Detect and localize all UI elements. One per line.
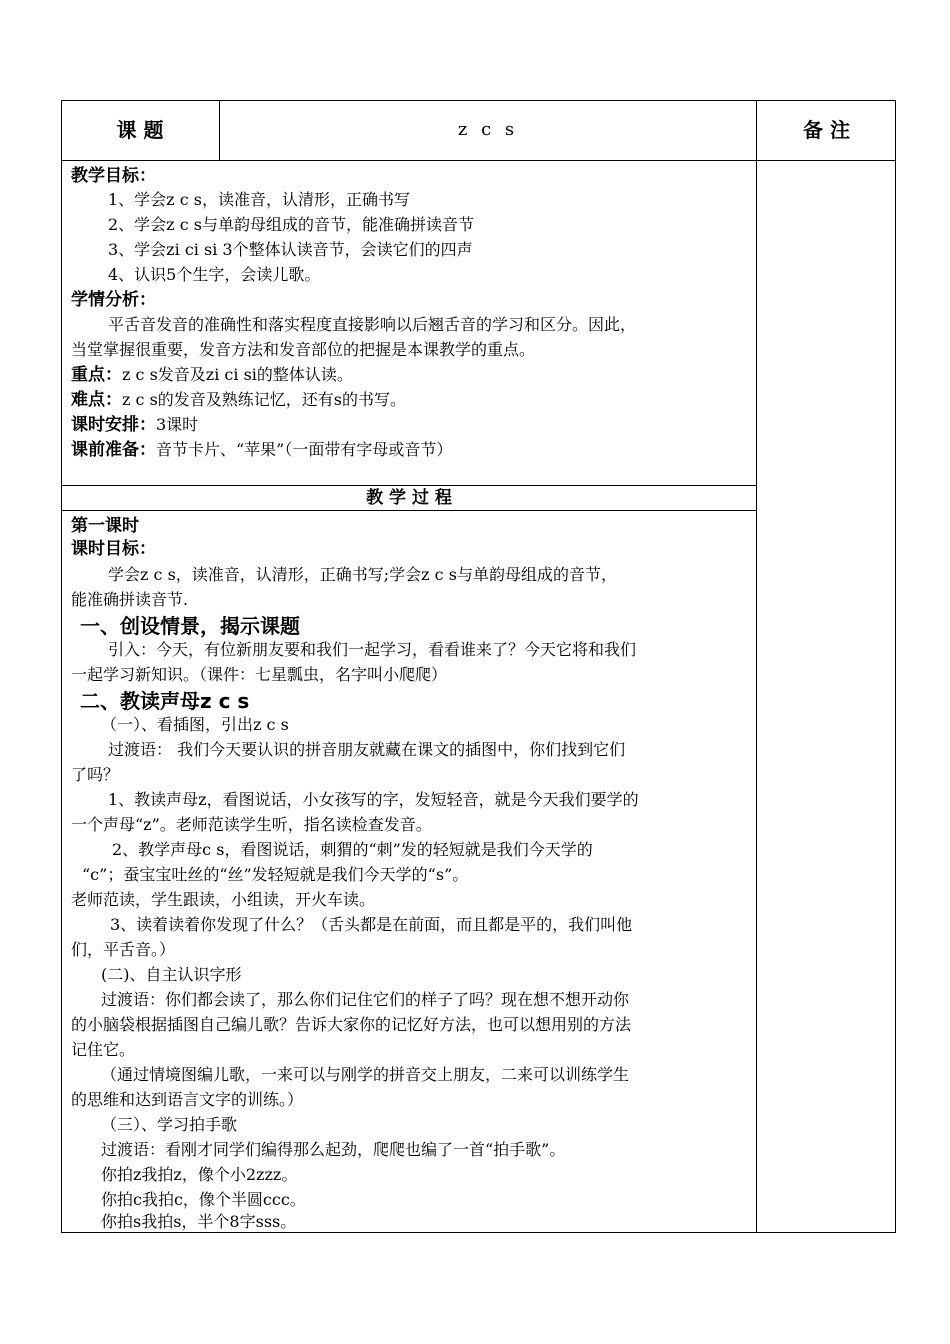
- subsection-1-title: （一）、看插图，引出z c s: [101, 715, 289, 734]
- lesson-goal-line: 能准确拼读音节.: [71, 590, 189, 609]
- paragraph-line: 老师范读，学生跟读，小组读，开火车读。: [71, 890, 376, 909]
- paragraph-line: 了吗？: [71, 765, 120, 784]
- paragraph-line: （通过情境图编儿歌，一来可以与刚学的拼音交上朋友，二来可以训练学生: [101, 1065, 630, 1084]
- difficulty-text: z c s的发音及熟练记忆，还有s的书写。: [122, 390, 406, 409]
- prep-text: 音节卡片、“苹果”（一面带有字母或音节）: [156, 440, 453, 459]
- paragraph-line: 的小脑袋根据插图自己编儿歌？告诉大家你的记忆好方法，也可以想用别的方法: [71, 1015, 632, 1034]
- schedule-label: 课时安排：: [71, 415, 156, 435]
- subsection-3-title: （三）、学习拍手歌: [101, 1115, 238, 1134]
- schedule-text: 3课时: [156, 415, 199, 434]
- paragraph-line: “c”；蚕宝宝吐丝的“丝”发轻短就是我们今天学的“s”。: [82, 865, 469, 884]
- key-point: [71, 363, 353, 387]
- prep-label: 课前准备：: [71, 440, 156, 460]
- subsection-2-title: (二)、自主认识字形: [101, 965, 242, 984]
- chant-line: 你拍z我拍z，像个小2zzz。: [101, 1165, 298, 1184]
- chant-line: 你拍c我拍c，像个半圆ccc。: [101, 1190, 306, 1209]
- analysis-line: 当堂掌握很重要，发音方法和发音部位的把握是本课教学的重点。: [71, 340, 536, 359]
- paragraph-line: 一个声母“z”。老师范读学生听，指名读检查发音。: [71, 815, 432, 834]
- goal-item: 3、学会zi ci si 3个整体认读音节，会读它们的四声: [108, 240, 473, 259]
- paragraph-line: 过渡语：你们都会读了，那么你们记住它们的样子了吗？现在想不想开动你: [101, 990, 630, 1009]
- lesson-goal-heading: 课时目标：: [71, 539, 156, 559]
- process-divider-bottom: [61, 510, 757, 511]
- goal-item: 4、认识5个生字，会读儿歌。: [108, 265, 321, 284]
- remarks-column-divider: [756, 100, 757, 1233]
- paragraph-line: 的思维和达到语言文字的训练。）: [71, 1090, 304, 1109]
- paragraph-line: 3、读着读着你发现了什么？（舌头都是在前面，而且都是平的，我们叫他: [110, 915, 633, 934]
- key-point-label: 重点：: [71, 365, 122, 385]
- goals-heading: 教学目标：: [71, 166, 156, 186]
- paragraph-line: 们，平舌音。）: [71, 940, 176, 959]
- goal-item: 2、学会z c s与单韵母组成的音节，能准确拼读音节: [108, 215, 474, 234]
- paragraph-line: 1、教读声母z，看图说话，小女孩写的字，发短轻音，就是今天我们要学的: [108, 790, 639, 809]
- section-2-title: 二、教读声母z c s: [80, 689, 250, 713]
- difficulty-point: [71, 388, 406, 412]
- section-1-title: 一、创设情景，揭示课题: [80, 614, 300, 638]
- difficulty-label: 难点：: [71, 390, 122, 410]
- analysis-heading: 学情分析：: [71, 290, 156, 310]
- analysis-line: 平舌音发音的准确性和落实程度直接影响以后翘舌音的学习和区分。因此，: [108, 315, 637, 334]
- process-title: 教 学 过 程: [366, 488, 452, 508]
- paragraph-line: 2、教学声母c s，看图说话，刺猬的“刺”发的轻短就是我们今天学的: [112, 840, 593, 859]
- chant-line: 你拍s我拍s，半个8字sss。: [101, 1212, 297, 1231]
- preparation: [71, 438, 452, 462]
- key-point-text: z c s发音及zi ci si的整体认读。: [122, 365, 353, 384]
- remarks-label: 备 注: [803, 118, 850, 142]
- lesson-title: 第一课时: [71, 516, 139, 536]
- paragraph-line: 过渡语：看刚才同学们编得那么起劲，爬爬也编了一首“拍手歌”。: [101, 1140, 566, 1159]
- schedule: [71, 413, 198, 437]
- lesson-goal-line: 学会z c s，读准音，认清形，正确书写;学会z c s与单韵母组成的音节，: [108, 565, 617, 584]
- header-divider: [61, 160, 896, 161]
- paragraph-line: 过渡语： 我们今天要认识的拼音朋友就藏在课文的插图中，你们找到它们: [108, 740, 626, 759]
- paragraph-line: 记住它。: [71, 1040, 136, 1059]
- topic-label: 课 题: [116, 118, 164, 142]
- topic-value: z c s: [457, 119, 519, 140]
- goal-item: 1、学会z c s，读准音，认清形，正确书写: [108, 190, 410, 209]
- section-1-line: 引入：今天，有位新朋友要和我们一起学习，看看谁来了？今天它将和我们: [108, 640, 637, 659]
- section-1-line: 一起学习新知识。（课件：七星瓢虫，名字叫小爬爬）: [71, 665, 448, 684]
